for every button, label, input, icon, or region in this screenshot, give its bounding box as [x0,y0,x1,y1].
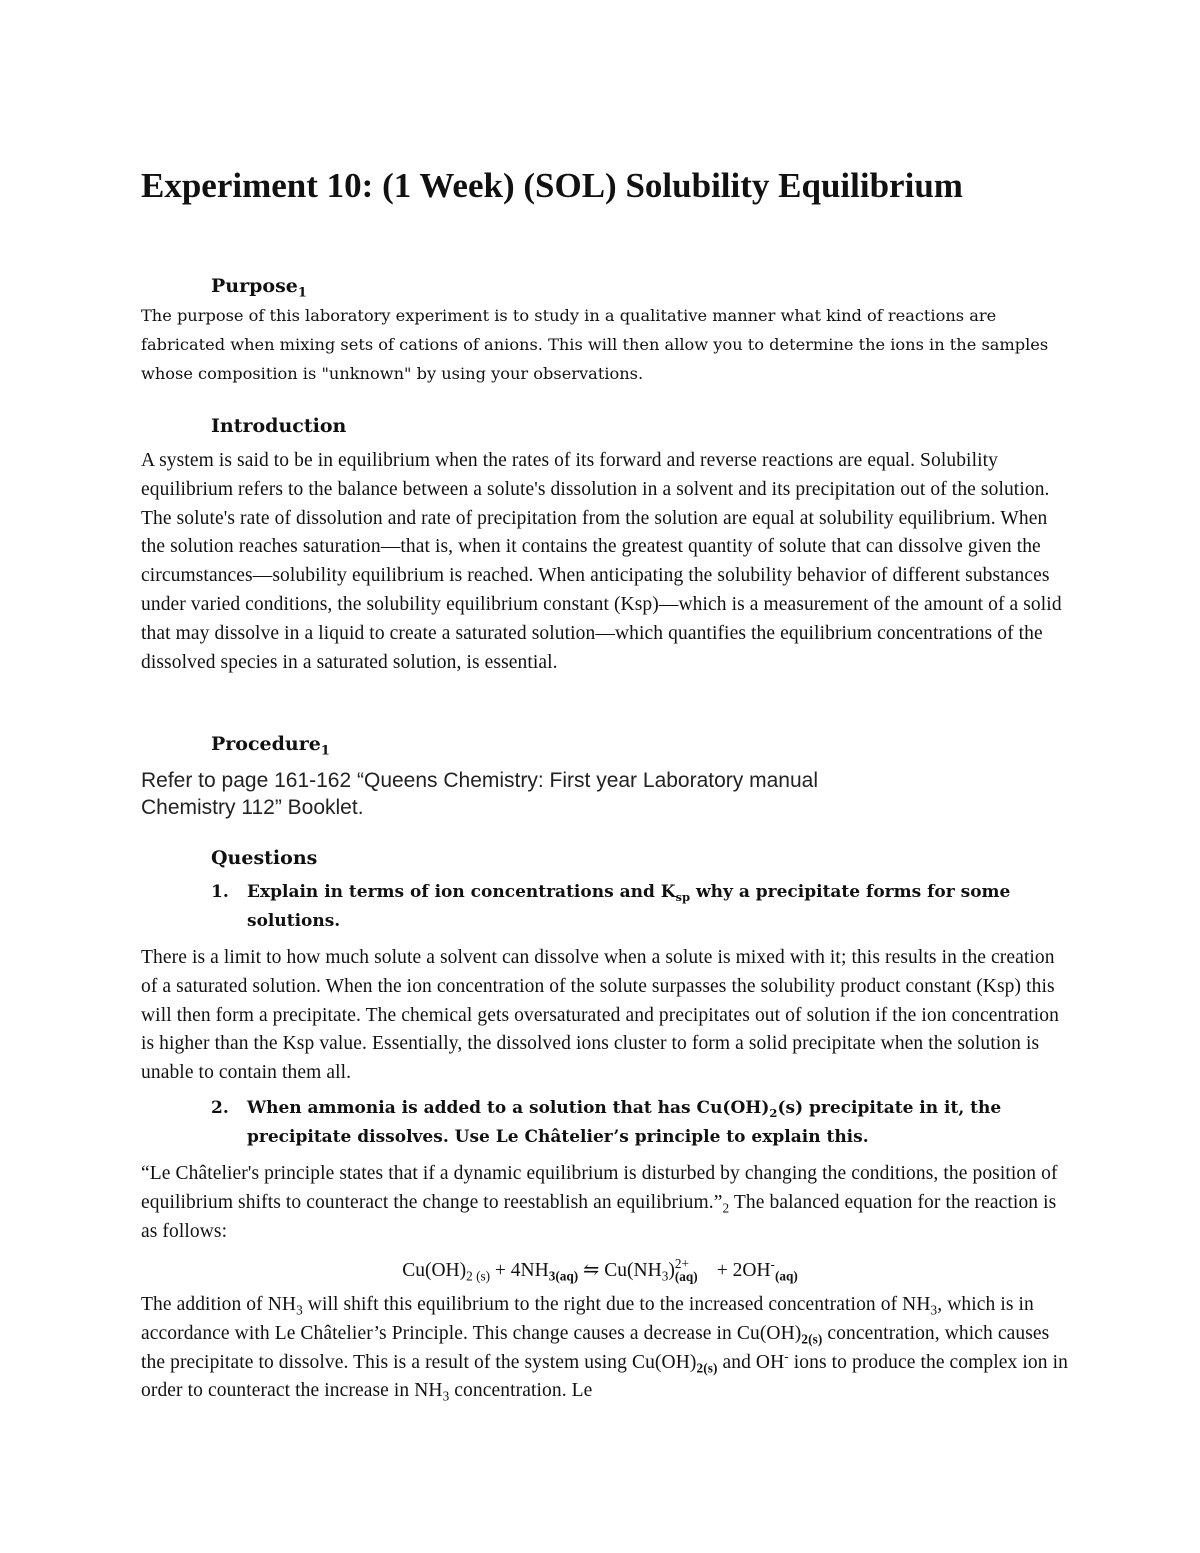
question-1-text-b: why a precipitate forms for some solutions. [247,882,1011,931]
eq-reactant-1-state: 2 (s) [466,1268,491,1284]
procedure-text: Refer to page 161-162 “Queens Chemistry: First year Laboratory manual Chemistry 112” Booklet. [141,769,818,819]
question-2-subscript: 2 [769,1106,778,1121]
question-2-answer-rest: The balanced equation for the reaction is as follows: [141,1191,1057,1242]
question-2-text-a: When ammonia is added to a solution that has Cu(OH) [247,1098,770,1118]
question-2-text [247,1094,1011,1152]
procedure-heading [211,731,330,757]
final-sub-6: 3 [442,1389,450,1405]
citation-2: 2 [722,1200,730,1216]
questions-heading: Questions [211,847,318,869]
final-text-2: will shift this equilibrium to the right due to the increased concentration of NH [302,1294,931,1315]
purpose-heading-text: Purpose [211,275,298,297]
procedure-heading-text: Procedure [211,733,321,755]
question-1-answer: There is a limit to how much solute a solvent can dissolve when a solute is mixed with it; this results in the creation of a saturated solution. When the ion concentration of the solute surpasses the solubility product constant (Ksp) this will then form a precipitate. The chemical gets oversaturated and precipitates out of solution if the ion concentration is higher than the Ksp value. Essentially, the dissolved ions cluster to form a solid precipitate when the solution is unable to contain them all. [141,947,1059,1084]
final-sub-3: 2(s) [801,1331,823,1347]
purpose-heading-footnote: 1 [297,285,307,301]
question-1 [211,878,1011,936]
question-1-text-a: Explain in terms of ion concentrations and K [247,882,676,902]
final-sub-2: 3 [930,1302,938,1318]
eq-product-1-state: (aq) [674,1269,698,1285]
eq-product-1: Cu(NH [604,1260,662,1281]
final-text-7: concentration. Le [449,1380,593,1402]
question-2-quote: “Le Châtelier's principle states that if a dynamic equilibrium is disturbed by changing the conditions, the position of equilibrium shifts to counteract the change to reestablish an equilibrium.” [141,1163,1058,1213]
eq-product-2-state: (aq) [774,1268,798,1284]
eq-product-1-charge-state [674,1256,712,1285]
purpose-text: The purpose of this laboratory experiment is to study in a qualitative manner what kind of reactions are fabricated when mixing sets of cations of anions. This will then allow you to determine the ions in the samples whose composition is "unknown" by using your observations. [141,306,1049,383]
final-sup-5: - [784,1348,789,1364]
eq-reactant-2: + 4NH [490,1260,549,1281]
eq-product-2-charge: - [770,1256,775,1272]
eq-reactant-2-state: 3(aq) [548,1268,579,1284]
final-text-6: ions to produce the complex ion in order to counteract the increase in NH [141,1351,1068,1402]
final-text-3: , which is in accordance with Le Châtelier’s Principle. This change causes a decrease in Cu(OH) [141,1294,1034,1344]
balanced-equation [0,1256,1200,1286]
eq-product-1-charge: 2+ [674,1256,689,1272]
final-sub-4: 2(s) [696,1360,718,1376]
introduction-text: A system is said to be in equilibrium when the rates of its forward and reverse reactions are equal. Solubility equilibrium refers to the balance between a solute's dissolution in a solvent and its precipitation out of the solution. The solute's rate of dissolution and rate of precipitation from the solution are equal at solubility equilibrium. When the solution reaches saturation—that is, when it contains the greatest quantity of solute that can dissolve given the circumstances—solubility equilibrium is reached. When anticipating the solubility behavior of different substances under varied conditions, the solubility equilibrium constant (Ksp)—which is a measurement of the amount of a solid that may dissolve in a liquid to create a saturated solution—which quantifies the equilibrium concentrations of the dissolved species in a saturated solution, is essential. [141,450,1062,673]
purpose-heading [211,273,307,299]
ksp-subscript: sp [675,890,691,905]
eq-product-2: + 2OH [711,1260,771,1281]
eq-reactant-1: Cu(OH) [402,1260,467,1281]
question-2 [211,1094,1011,1152]
final-sub-1: 3 [296,1302,303,1318]
eq-product-1-close: ) [668,1260,675,1281]
procedure-heading-footnote: 1 [320,743,330,759]
document-title: Experiment 10: (1 Week) (SOL) Solubility Equilibrium [141,166,963,205]
question-1-number: 1. [211,882,229,902]
question-2-number: 2. [211,1098,229,1118]
final-text-4: concentration, which causes the precipitate to dissolve. This is a result of the system using Cu(OH) [141,1322,1050,1373]
equilibrium-arrow-icon: ⇋ [578,1260,605,1281]
introduction-heading: Introduction [211,415,347,437]
question-1-text [247,878,1011,936]
question-2-answer [141,1160,1071,1246]
final-text-5: and OH [717,1351,785,1373]
question-2-text-b: (s) precipitate in it, the precipitate dissolves. Use Le Châtelier’s principle to explain this. [247,1098,1002,1147]
eq-product-1-sub: 3 [661,1268,669,1284]
final-paragraph [141,1291,1071,1406]
final-text-1: The addition of NH [141,1294,297,1315]
